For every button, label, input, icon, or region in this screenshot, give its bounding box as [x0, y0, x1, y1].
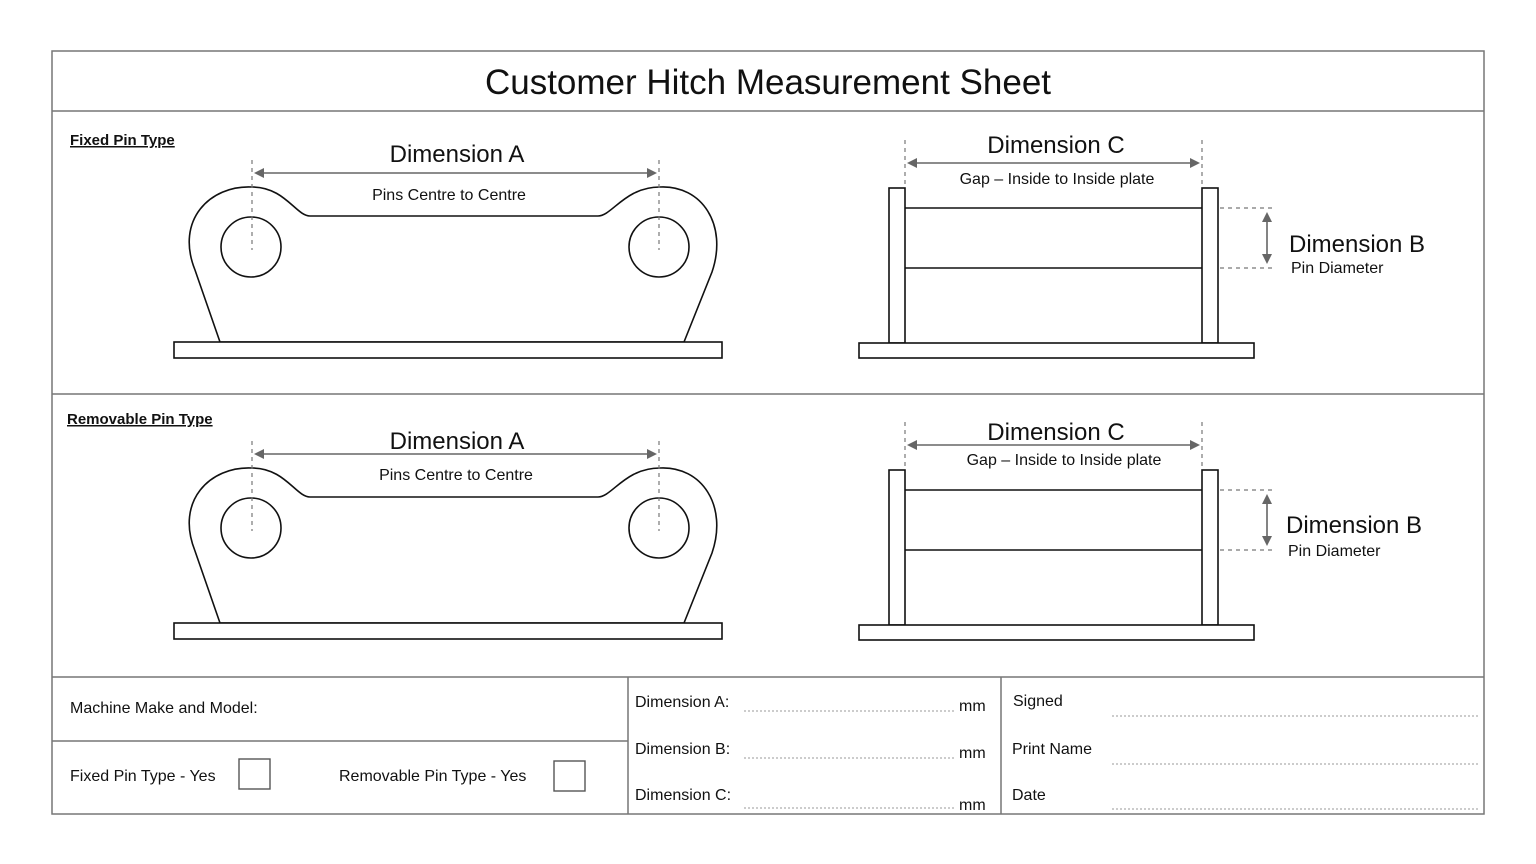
- date-label: Date: [1012, 787, 1046, 804]
- dimension-c-label: Dimension C: [987, 419, 1125, 446]
- dimension-b-field-label: Dimension B:: [635, 741, 731, 758]
- fixed-pin-yes-label: Fixed Pin Type - Yes: [70, 768, 216, 785]
- dimension-a-label: Dimension A: [389, 428, 525, 455]
- dimension-a-field-label: Dimension A:: [635, 694, 730, 711]
- customer-form: [70, 690, 1480, 814]
- section-heading: Removable Pin Type: [67, 411, 213, 428]
- page-title: Customer Hitch Measurement Sheet: [484, 63, 1052, 102]
- machine-make-model-label: Machine Make and Model:: [70, 700, 258, 717]
- dimension-a-caption: Pins Centre to Centre: [372, 187, 526, 204]
- dimension-b-caption: Pin Diameter: [1291, 260, 1384, 277]
- dimension-c-label: Dimension C: [987, 132, 1125, 159]
- dimension-b-caption: Pin Diameter: [1288, 543, 1381, 560]
- dimension-c-field-label: Dimension C:: [635, 787, 732, 804]
- removable-pin-yes-label: Removable Pin Type - Yes: [339, 768, 527, 785]
- dimension-b-unit: mm: [959, 745, 986, 762]
- section-heading: Fixed Pin Type: [70, 132, 175, 149]
- dimension-b-label: Dimension B: [1289, 231, 1426, 258]
- dimension-c-caption: Gap – Inside to Inside plate: [966, 452, 1162, 469]
- machine-make-model-field[interactable]: [330, 690, 620, 730]
- dimension-a-caption: Pins Centre to Centre: [379, 467, 533, 484]
- dimension-a-label: Dimension A: [389, 141, 525, 168]
- dimension-b-label: Dimension B: [1286, 512, 1423, 539]
- dimension-a-unit: mm: [959, 698, 986, 715]
- signed-label: Signed: [1013, 693, 1063, 710]
- fixed-pin-section: [70, 132, 1425, 358]
- fixed-pin-yes-checkbox[interactable]: [239, 759, 270, 789]
- sheet-border: [52, 51, 1484, 814]
- dimension-c-caption: Gap – Inside to Inside plate: [959, 171, 1155, 188]
- print-name-label: Print Name: [1012, 741, 1093, 758]
- removable-pin-yes-checkbox[interactable]: [554, 761, 585, 791]
- removable-pin-section: [67, 411, 1422, 640]
- dimension-c-unit: mm: [959, 797, 986, 814]
